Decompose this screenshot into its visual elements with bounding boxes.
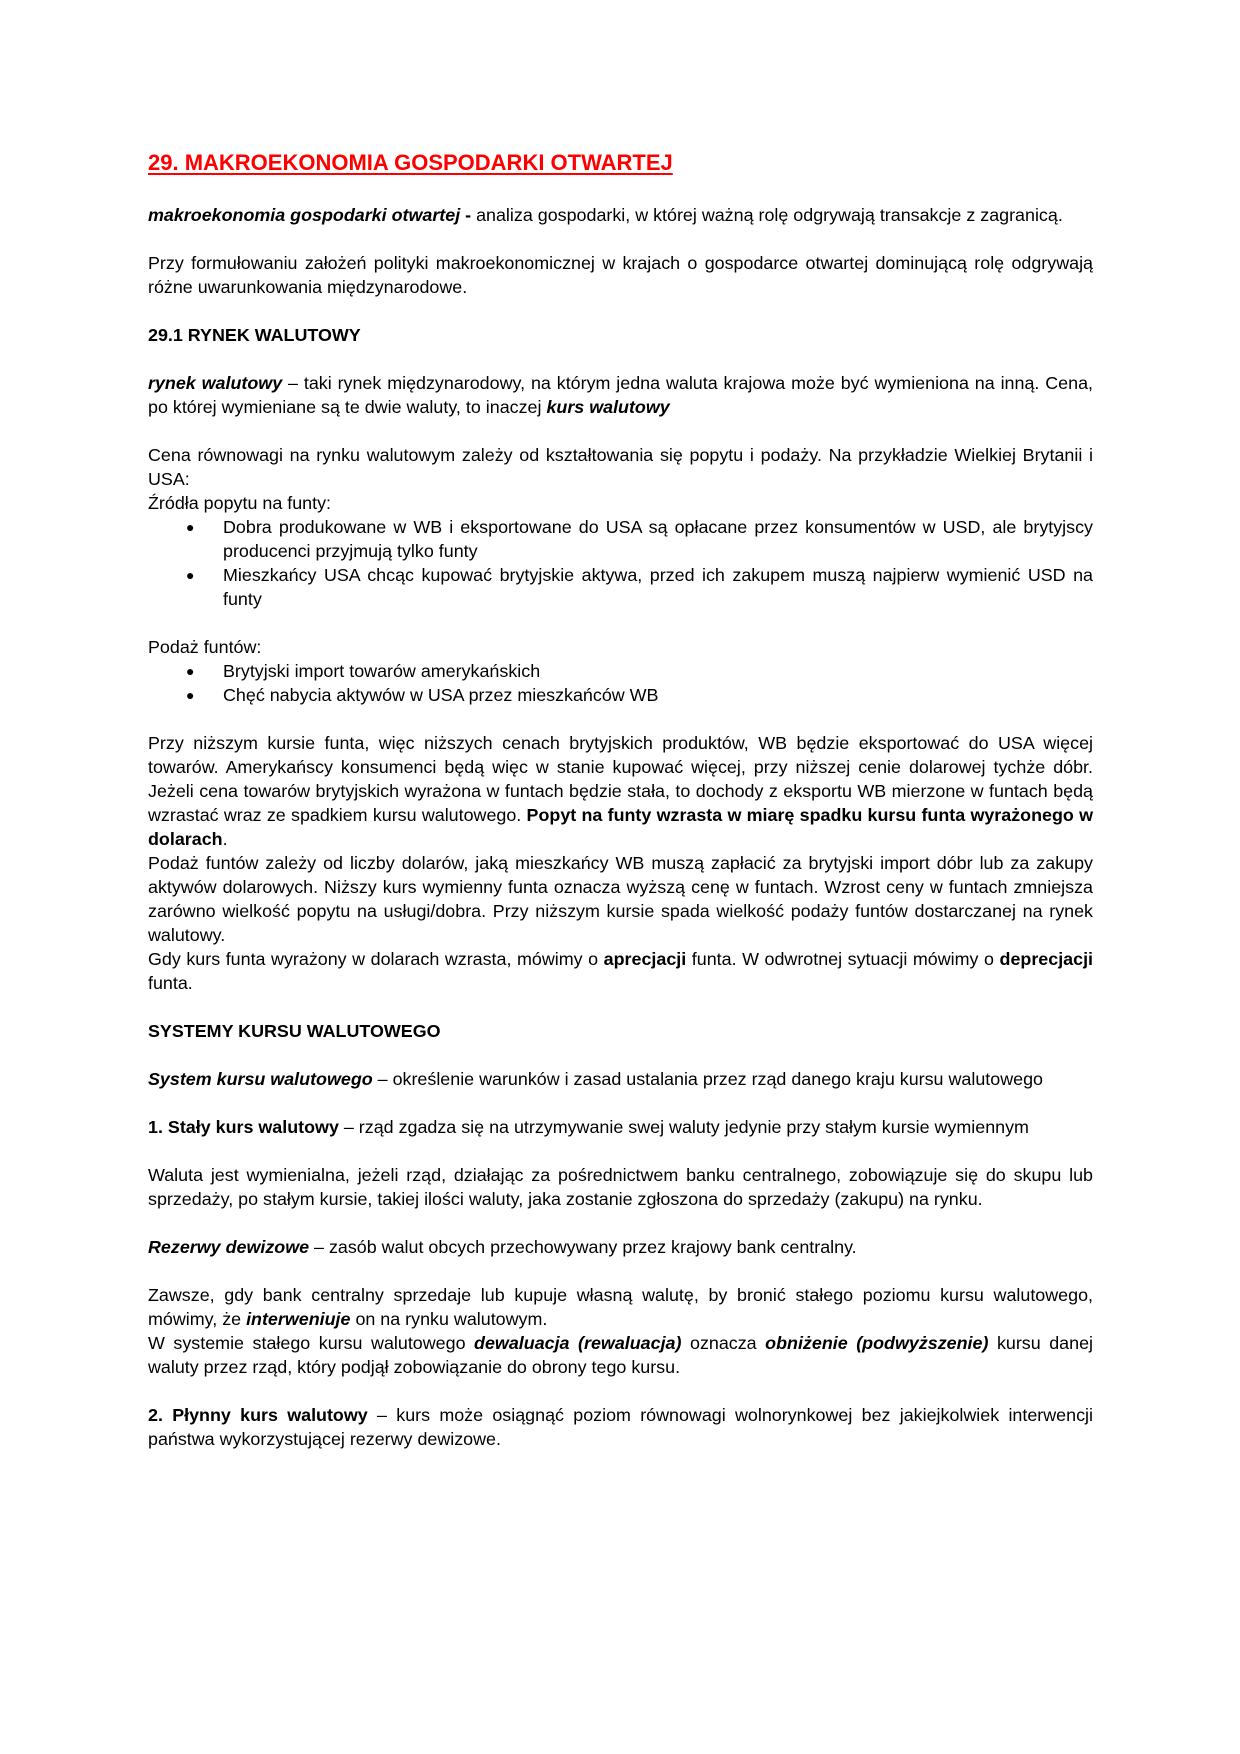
demand-sources-label: Źródła popytu na funty: [148,493,331,513]
term-system-kursu: System kursu walutowego [148,1069,373,1089]
term-dewaluacja: dewaluacja (rewaluacja) [474,1333,682,1353]
appreciation-text-c: funta. W odwrotnej sytuacji mówimy o [686,949,1000,969]
term-staly-kurs: 1. Stały kurs walutowy [148,1117,339,1137]
plynny-def-text: – kurs może osiągnąć poziom równowagi wolnorynkowej bez jakiejkolwiek interwencji państwa wykorzystującej rezerwy dewizowe. [148,1405,1093,1449]
intro-separator: - [460,205,477,225]
pound-demand-text: Przy niższym kursie funta, więc niższych cenach brytyjskich produktów, WB będzie eksportować do USA więcej towarów. Amerykańscy konsumenci będą więc w stanie kupować więcej, przy niższej cenie dolarowej tychże dóbr. Jeżeli cena towarów brytyjskich wyrażona w funtach będzie stała, to dochody z eksportu WB mierzone w funtach będą wzrastać wraz ze spadkiem kursu walutowego. [148,733,1093,825]
section-heading-systemy: SYSTEMY KURSU WALUTOWEGO [148,1021,441,1041]
policy-paragraph: Przy formułowaniu założeń polityki makroekonomicznej w krajach o gospodarce otwartej dominującą rolę odgrywają różne uwarunkowania międzynarodowe. [148,253,1093,297]
dewaluacja-text-b: oznacza [681,1333,766,1353]
wymienialnosc-paragraph: Waluta jest wymienialna, jeżeli rząd, działając za pośrednictwem banku centralnego, zobowiązuje się do skupu lub sprzedaży, po stałym kursie, takiej ilości waluty, jaka zostanie zgłoszona do sprzedaży (zakupu) na rynku. [148,1165,1093,1209]
list-item [186,563,1093,611]
list-item-text: Chęć nabycia aktywów w USA przez mieszkańców WB [223,685,659,705]
list-item-text: Dobra produkowane w WB i eksportowane do USA są opłacane przez konsumentów w USD, ale brytyjscy producenci przyjmują tylko funty [223,517,1093,561]
rynek-def-text: – taki rynek międzynarodowy, na którym jedna waluta krajowa może być wymieniona na inną. Cena, po której wymieniane są te dwie waluty, to inaczej [148,373,1093,417]
interwencja-paragraph [148,1283,1093,1331]
staly-def-text: – rząd zgadza się na utrzymywanie swej waluty jedynie przy stałym kursie wymiennym [338,1117,1029,1137]
interwencja-text-b: on na rynku walutowym. [350,1309,548,1329]
list-item-text: Mieszkańcy USA chcąc kupować brytyjskie aktywa, przed ich zakupem muszą najpierw wymienić USD na funty [223,565,1093,609]
term-interweniuje: interweniuje [246,1309,351,1329]
term-aprecjacja: aprecjacji [603,949,687,969]
dewaluacja-text-c: kursu danej waluty przez rząd, który podjął zobowiązanie do obrony tego kursu. [148,1333,1094,1377]
term-plynny-kurs: 2. Płynny kurs walutowy [148,1405,368,1425]
staly-kurs-definition [148,1115,1093,1139]
dewaluacja-paragraph [148,1331,1093,1379]
intro-definition [148,203,1093,227]
pound-demand-bold: Popyt na funty wzrasta w miarę spadku kursu funta wyrażonego w dolarach [148,805,1093,849]
page-title: 29. MAKROEKONOMIA GOSPODARKI OTWARTEJ [148,150,673,175]
section-heading-rynek-walutowy: 29.1 RYNEK WALUTOWY [148,325,361,345]
term-makroekonomia: makroekonomia gospodarki otwartej [148,205,461,225]
appreciation-paragraph [148,947,1093,995]
term-rynek-walutowy: rynek walutowy [148,373,283,393]
rezerwy-def-text: – zasób walut obcych przechowywany przez krajowy bank centralny. [309,1237,857,1257]
term-rezerwy-dewizowe: Rezerwy dewizowe [148,1237,310,1257]
equilibrium-paragraph: Cena równowagi na rynku walutowym zależy od kształtowania się popytu i podaży. Na przykładzie Wielkiej Brytanii i USA: [148,445,1093,489]
supply-label: Podaż funtów: [148,637,262,657]
pound-supply-paragraph: Podaż funtów zależy od liczby dolarów, jaką mieszkańcy WB muszą zapłacić za brytyjski import dóbr lub za zakupy aktywów dolarowych. Niższy kurs wymienny funta oznacza wyższą cenę w funtach. Wzrost ceny w funtach zmniejsza zarówno wielkość popytu na usługi/dobra. Przy niższym kursie spada wielkość podaży funtów dostarczanej na rynek walutowy. [148,853,1093,945]
pound-demand-end: . [222,829,228,849]
bullet-icon: ● [186,663,195,679]
appreciation-text-d: funta. [148,973,193,993]
intro-def-text: analiza gospodarki, w której ważną rolę odgrywają transakcje z zagranicą. [476,205,1063,225]
system-def-text: – określenie warunków i zasad ustalania przez rząd danego kraju kursu walutowego [372,1069,1043,1089]
interwencja-text-a: Zawsze, gdy bank centralny sprzedaje lub kupuje własną walutę, by bronić stałego poziomu kursu walutowego, mówimy, że [148,1285,1093,1329]
term-kurs-walutowy: kurs walutowy [546,397,670,417]
bullet-icon: ● [186,567,195,583]
bullet-icon: ● [186,687,195,703]
demand-sources-list [148,515,1093,611]
term-deprecjacja: deprecjacji [999,949,1094,969]
system-definition [148,1067,1093,1091]
dewaluacja-text-a: W systemie stałego kursu walutowego [148,1333,475,1353]
rynek-walutowy-definition [148,371,1093,419]
bullet-icon: ● [186,519,195,535]
list-item [186,683,1093,707]
list-item-text: Brytyjski import towarów amerykańskich [223,661,541,681]
plynny-kurs-definition [148,1403,1093,1451]
rezerwy-definition [148,1235,1093,1259]
supply-sources-list [148,659,1093,707]
term-obnizenie: obniżenie (podwyższenie) [765,1333,989,1353]
appreciation-text-a: Gdy kurs funta wyrażony w dolarach wzrasta, mówimy o [148,949,604,969]
list-item [186,659,1093,683]
list-item [186,515,1093,563]
pound-demand-paragraph [148,731,1093,851]
